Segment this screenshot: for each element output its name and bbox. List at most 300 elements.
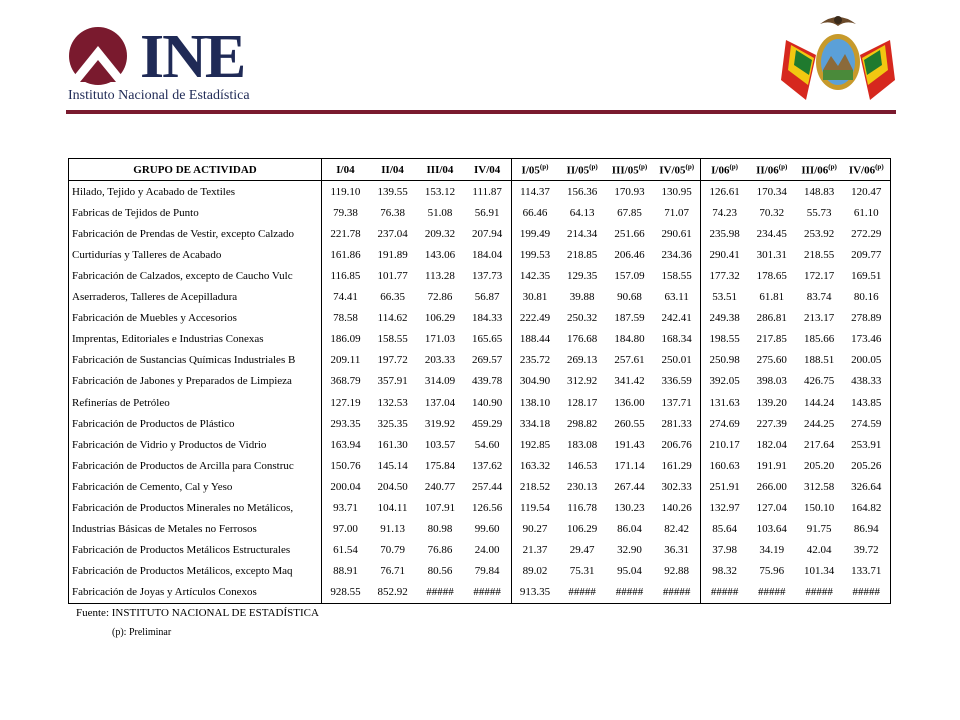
value-cell: 234.45: [756, 227, 787, 240]
value-cell: 98.32: [712, 565, 737, 578]
logo-text: INE: [140, 23, 245, 91]
value-cell: 91.13: [380, 523, 405, 536]
value-cell: 334.18: [519, 417, 551, 430]
value-cell: 928.55: [330, 586, 361, 599]
value-cell: 153.12: [424, 185, 456, 198]
value-cell: 51.08: [427, 206, 453, 219]
value-cell: 266.00: [756, 480, 787, 493]
value-cell: 312.92: [567, 375, 598, 388]
value-cell: 30.81: [522, 291, 548, 304]
value-cell: 852.92: [377, 586, 408, 599]
value-cell: 198.55: [709, 333, 740, 346]
value-cell: 116.85: [330, 270, 361, 283]
column-header-ii-05: II/05$^{(p)}$: [558, 159, 605, 181]
value-cell: 165.65: [464, 329, 511, 350]
value-cell: 76.38: [380, 206, 405, 219]
value-cell: 86.94: [853, 523, 879, 536]
value-cell: 164.82: [851, 502, 882, 515]
activity-name-cell: Fabricación de Productos Metálicos, excepto Maq: [69, 561, 322, 582]
column-header-activity: GRUPO DE ACTIVIDAD: [69, 159, 322, 181]
data-table: [68, 158, 891, 604]
value-cell: 267.44: [614, 480, 645, 493]
value-cell: 200.04: [330, 480, 361, 493]
value-cell: 298.82: [567, 417, 598, 430]
value-cell: 199.49: [519, 227, 551, 240]
ine-logo-icon: [68, 24, 140, 90]
activity-name-cell: Fabricas de Tejidos de Punto: [69, 202, 322, 223]
value-cell: 314.09: [424, 375, 456, 388]
column-header-iii-04: III/04: [416, 159, 463, 181]
value-cell: #####: [615, 586, 644, 599]
value-cell: 78.58: [333, 312, 358, 325]
value-cell: 139.20: [756, 396, 787, 409]
value-cell: 67.85: [617, 206, 642, 219]
value-cell: 80.98: [427, 523, 453, 536]
value-cell: 325.35: [377, 417, 408, 430]
value-cell: 184.80: [614, 333, 645, 346]
value-cell: 217.64: [803, 438, 835, 451]
value-cell: 39.88: [569, 291, 595, 304]
value-cell: 218.52: [519, 480, 551, 493]
value-cell: 205.20: [803, 459, 835, 472]
table-row: [69, 329, 891, 350]
value-cell: 235.98: [709, 227, 740, 240]
column-header-iv-06: IV/06$^{(p)}$: [843, 159, 890, 181]
value-cell: 92.88: [653, 561, 700, 582]
value-cell: 99.60: [464, 519, 511, 540]
table-row: [69, 561, 891, 582]
value-cell: 72.86: [427, 291, 453, 304]
value-cell: 234.36: [653, 244, 700, 265]
activity-name-cell: Refinerías de Petróleo: [69, 392, 322, 413]
source-note: Fuente: INSTITUTO NACIONAL DE ESTADÍSTICA: [76, 607, 319, 619]
activity-name-cell: Fabricación de Productos Minerales no Metálicos,: [69, 498, 322, 519]
table-row: [69, 455, 891, 476]
value-cell: 128.17: [567, 396, 598, 409]
value-cell: 204.50: [377, 480, 408, 493]
value-cell: 21.37: [522, 544, 548, 557]
value-cell: #####: [852, 586, 880, 599]
value-cell: 61.10: [853, 206, 879, 219]
value-cell: 218.85: [567, 248, 598, 261]
value-cell: 163.94: [330, 438, 361, 451]
value-cell: 137.04: [424, 396, 456, 409]
table-row: [69, 498, 891, 519]
value-cell: 97.00: [333, 523, 358, 536]
value-cell: 242.41: [653, 308, 700, 329]
value-cell: 206.76: [653, 434, 700, 455]
value-cell: 95.04: [617, 565, 642, 578]
value-cell: 188.44: [519, 333, 551, 346]
value-cell: 127.04: [756, 502, 787, 515]
value-cell: 106.29: [567, 523, 598, 536]
preliminary-note: (p): Preliminar: [112, 627, 172, 638]
value-cell: 101.34: [803, 565, 835, 578]
value-cell: 187.59: [614, 312, 645, 325]
value-cell: 132.97: [709, 502, 740, 515]
table-row: [69, 308, 891, 329]
value-cell: 76.71: [380, 565, 405, 578]
value-cell: 319.92: [424, 417, 456, 430]
table-row: [69, 287, 891, 308]
value-cell: 269.13: [567, 354, 598, 367]
value-cell: 138.10: [519, 396, 551, 409]
value-cell: 71.07: [653, 202, 700, 223]
value-cell: #####: [568, 586, 596, 599]
value-cell: 107.91: [424, 502, 456, 515]
value-cell: 213.17: [803, 312, 835, 325]
value-cell: 129.35: [567, 270, 598, 283]
value-cell: 85.64: [712, 523, 737, 536]
value-cell: 140.90: [464, 392, 511, 413]
value-cell: 83.74: [806, 291, 832, 304]
value-cell: 326.64: [851, 480, 882, 493]
value-cell: 93.71: [333, 502, 358, 515]
value-cell: 34.19: [759, 544, 785, 557]
value-cell: 75.96: [759, 565, 785, 578]
table-row: [69, 223, 891, 244]
value-cell: 113.28: [425, 270, 455, 283]
value-cell: 70.32: [759, 206, 785, 219]
value-cell: 175.84: [424, 459, 456, 472]
activity-name-cell: Imprentas, Editoriales e Industrias Conexas: [69, 329, 322, 350]
value-cell: 398.03: [756, 375, 787, 388]
value-cell: 156.36: [567, 185, 598, 198]
value-cell: #####: [464, 582, 511, 604]
value-cell: 163.32: [519, 459, 551, 472]
value-cell: 173.46: [851, 333, 882, 346]
activity-name-cell: Fabricación de Productos de Plástico: [69, 413, 322, 434]
value-cell: 293.35: [330, 417, 361, 430]
activity-name-cell: Curtidurías y Talleres de Acabado: [69, 244, 322, 265]
value-cell: 253.92: [803, 227, 835, 240]
value-cell: 103.57: [424, 438, 456, 451]
value-cell: #####: [710, 586, 739, 599]
value-cell: 209.11: [330, 354, 361, 367]
value-cell: 186.09: [330, 333, 361, 346]
value-cell: 157.09: [614, 270, 645, 283]
value-cell: 221.78: [330, 227, 361, 240]
value-cell: 188.51: [803, 354, 835, 367]
value-cell: 199.53: [519, 248, 551, 261]
value-cell: 143.85: [851, 396, 882, 409]
value-cell: 281.33: [653, 413, 700, 434]
value-cell: 150.10: [803, 502, 835, 515]
column-header-iv-04: IV/04: [464, 159, 511, 181]
value-cell: 217.85: [756, 333, 787, 346]
value-cell: 106.29: [424, 312, 456, 325]
activity-name-cell: Fabricación de Prendas de Vestir, excepto Calzado: [69, 223, 322, 244]
value-cell: 312.58: [803, 480, 835, 493]
value-cell: 39.72: [853, 544, 879, 557]
value-cell: 240.77: [424, 480, 456, 493]
column-header-ii-04: II/04: [369, 159, 416, 181]
activity-name-cell: Industrias Básicas de Metales no Ferrosos: [69, 519, 322, 540]
value-cell: 127.19: [330, 396, 361, 409]
value-cell: 88.91: [333, 565, 358, 578]
value-cell: 191.89: [377, 248, 408, 261]
header-rule: [66, 110, 896, 114]
value-cell: 301.31: [756, 248, 787, 261]
value-cell: 137.71: [653, 392, 700, 413]
value-cell: 302.33: [653, 476, 700, 497]
activity-name-cell: Hilado, Tejido y Acabado de Textiles: [69, 181, 322, 203]
table-row: [69, 181, 891, 203]
value-cell: 61.54: [333, 544, 358, 557]
column-header-ii-06: II/06$^{(p)}$: [748, 159, 795, 181]
value-cell: 142.35: [519, 270, 551, 283]
activity-name-cell: Fabricación de Productos Metálicos Estructurales: [69, 540, 322, 561]
value-cell: 913.35: [519, 586, 551, 599]
value-cell: 80.16: [853, 291, 879, 304]
column-header-iii-06: III/06$^{(p)}$: [795, 159, 842, 181]
value-cell: 250.32: [567, 312, 598, 325]
value-cell: 274.69: [709, 417, 740, 430]
value-cell: 133.71: [851, 565, 882, 578]
value-cell: 200.05: [851, 354, 882, 367]
value-cell: 32.90: [617, 544, 642, 557]
value-cell: 168.34: [653, 329, 700, 350]
value-cell: 185.66: [803, 333, 835, 346]
value-cell: 150.76: [330, 459, 361, 472]
value-cell: 209.77: [851, 248, 882, 261]
value-cell: 183.08: [567, 438, 598, 451]
activity-name-cell: Fabricación de Jabones y Preparados de Limpieza: [69, 371, 322, 392]
value-cell: 119.54: [520, 502, 550, 515]
table-row: [69, 413, 891, 434]
value-cell: 222.49: [519, 312, 551, 325]
value-cell: 104.11: [377, 502, 408, 515]
value-cell: 170.34: [756, 185, 787, 198]
value-cell: #####: [426, 586, 454, 599]
value-cell: 257.61: [614, 354, 645, 367]
value-cell: 172.17: [803, 270, 835, 283]
value-cell: 144.24: [803, 396, 835, 409]
value-cell: 392.05: [709, 375, 740, 388]
value-cell: 130.23: [614, 502, 645, 515]
value-cell: 206.46: [614, 248, 645, 261]
value-cell: 158.55: [653, 265, 700, 286]
value-cell: 184.33: [464, 308, 511, 329]
value-cell: 290.61: [653, 223, 700, 244]
value-cell: 90.27: [522, 523, 548, 536]
column-header-iv-05: IV/05$^{(p)}$: [653, 159, 700, 181]
value-cell: 227.39: [756, 417, 787, 430]
coat-of-arms-icon: [776, 10, 900, 110]
value-cell: 136.00: [614, 396, 645, 409]
value-cell: 269.57: [464, 350, 511, 371]
value-cell: 304.90: [519, 375, 551, 388]
value-cell: 140.26: [653, 498, 700, 519]
table-row: [69, 265, 891, 286]
value-cell: 42.04: [806, 544, 832, 557]
value-cell: 176.68: [567, 333, 598, 346]
value-cell: 203.33: [424, 354, 456, 367]
value-cell: 192.85: [519, 438, 551, 451]
value-cell: 286.81: [756, 312, 787, 325]
activity-name-cell: Fabricación de Joyas y Artículos Conexos: [69, 582, 322, 604]
value-cell: 37.98: [712, 544, 737, 557]
value-cell: 61.81: [759, 291, 785, 304]
value-cell: 439.78: [464, 371, 511, 392]
value-cell: 171.03: [424, 333, 456, 346]
value-cell: 90.68: [617, 291, 642, 304]
ine-logo: [68, 24, 258, 108]
value-cell: 66.35: [380, 291, 405, 304]
value-cell: 70.79: [380, 544, 405, 557]
value-cell: 63.11: [653, 287, 700, 308]
value-cell: 426.75: [803, 375, 835, 388]
value-cell: 131.63: [709, 396, 740, 409]
column-header-i-04: I/04: [322, 159, 369, 181]
value-cell: 237.04: [377, 227, 408, 240]
value-cell: 249.38: [709, 312, 740, 325]
table-row: [69, 519, 891, 540]
value-cell: 55.73: [806, 206, 832, 219]
value-cell: 130.95: [653, 181, 700, 203]
value-cell: #####: [653, 582, 700, 604]
value-cell: 275.60: [756, 354, 787, 367]
value-cell: 126.56: [464, 498, 511, 519]
value-cell: 126.61: [709, 185, 740, 198]
value-cell: 341.42: [614, 375, 645, 388]
value-cell: 184.04: [464, 244, 511, 265]
table-body: [69, 181, 891, 604]
value-cell: 75.31: [569, 565, 595, 578]
activity-name-cell: Aserraderos, Talleres de Acepilladura: [69, 287, 322, 308]
value-cell: 207.94: [464, 223, 511, 244]
industry-index-table: [68, 158, 890, 604]
value-cell: 171.14: [614, 459, 645, 472]
value-cell: 235.72: [519, 354, 551, 367]
value-cell: 244.25: [803, 417, 835, 430]
value-cell: 178.65: [756, 270, 787, 283]
value-cell: 260.55: [614, 417, 645, 430]
value-cell: 74.41: [333, 291, 358, 304]
value-cell: 137.73: [464, 265, 511, 286]
table-row: [69, 371, 891, 392]
value-cell: 160.63: [709, 459, 740, 472]
table-row: [69, 476, 891, 497]
value-cell: 146.53: [567, 459, 598, 472]
value-cell: 145.14: [377, 459, 408, 472]
logo-subtitle: Instituto Nacional de Estadística: [68, 88, 250, 103]
value-cell: 191.91: [756, 459, 787, 472]
table-row: [69, 202, 891, 223]
value-cell: 66.46: [522, 206, 548, 219]
value-cell: 251.91: [709, 480, 740, 493]
value-cell: #####: [805, 586, 833, 599]
table-row: [69, 540, 891, 561]
value-cell: 257.44: [464, 476, 511, 497]
value-cell: 274.59: [851, 417, 882, 430]
value-cell: 336.59: [653, 371, 700, 392]
value-cell: 120.47: [851, 185, 882, 198]
activity-name-cell: Fabricación de Muebles y Accesorios: [69, 308, 322, 329]
value-cell: 148.83: [803, 185, 835, 198]
value-cell: 209.32: [424, 227, 456, 240]
value-cell: 278.89: [851, 312, 882, 325]
value-cell: 139.55: [377, 185, 408, 198]
column-header-i-06: I/06$^{(p)}$: [701, 159, 748, 181]
value-cell: 177.32: [709, 270, 740, 283]
value-cell: 86.04: [617, 523, 642, 536]
value-cell: 161.30: [377, 438, 408, 451]
value-cell: 132.53: [377, 396, 408, 409]
table-row: [69, 434, 891, 455]
value-cell: 56.91: [464, 202, 511, 223]
value-cell: 76.86: [427, 544, 453, 557]
value-cell: 161.29: [653, 455, 700, 476]
value-cell: 250.98: [709, 354, 740, 367]
value-cell: 230.13: [567, 480, 598, 493]
value-cell: 74.23: [712, 206, 737, 219]
value-cell: 53.51: [712, 291, 737, 304]
value-cell: 253.91: [851, 438, 882, 451]
value-cell: 119.10: [330, 185, 361, 198]
value-cell: 101.77: [377, 270, 408, 283]
value-cell: 64.13: [569, 206, 595, 219]
value-cell: #####: [757, 586, 786, 599]
value-cell: 214.34: [567, 227, 598, 240]
table-row: [69, 582, 891, 604]
table-row: [69, 350, 891, 371]
value-cell: 158.55: [377, 333, 408, 346]
activity-name-cell: Fabricación de Cemento, Cal y Yeso: [69, 476, 322, 497]
value-cell: 36.31: [653, 540, 700, 561]
value-cell: 137.62: [464, 455, 511, 476]
value-cell: 191.43: [614, 438, 645, 451]
value-cell: 169.51: [851, 270, 882, 283]
value-cell: 56.87: [464, 287, 511, 308]
column-header-iii-05: III/05$^{(p)}$: [606, 159, 653, 181]
activity-name-cell: Fabricación de Vidrio y Productos de Vidrio: [69, 434, 322, 455]
value-cell: 91.75: [806, 523, 832, 536]
value-cell: 170.93: [614, 185, 645, 198]
value-cell: 89.02: [522, 565, 548, 578]
value-cell: 250.01: [653, 350, 700, 371]
activity-name-cell: Fabricación de Calzados, excepto de Caucho Vulc: [69, 265, 322, 286]
value-cell: 197.72: [377, 354, 408, 367]
notes: [76, 606, 319, 646]
value-cell: 182.04: [756, 438, 787, 451]
activity-name-cell: Fabricación de Productos de Arcilla para Construc: [69, 455, 322, 476]
value-cell: 79.38: [333, 206, 358, 219]
value-cell: 161.86: [330, 248, 361, 261]
value-cell: 368.79: [330, 375, 361, 388]
value-cell: 54.60: [464, 434, 511, 455]
value-cell: 210.17: [709, 438, 740, 451]
value-cell: 205.26: [851, 459, 882, 472]
value-cell: 290.41: [709, 248, 740, 261]
value-cell: 82.42: [653, 519, 700, 540]
value-cell: 79.84: [464, 561, 511, 582]
table-row: [69, 392, 891, 413]
table-header-row: [69, 159, 891, 181]
value-cell: 438.33: [851, 375, 882, 388]
value-cell: 218.55: [803, 248, 835, 261]
value-cell: 357.91: [377, 375, 408, 388]
value-cell: 272.29: [851, 227, 882, 240]
value-cell: 143.06: [424, 248, 456, 261]
value-cell: 459.29: [464, 413, 511, 434]
activity-name-cell: Fabricación de Sustancias Químicas Industriales B: [69, 350, 322, 371]
value-cell: 251.66: [614, 227, 645, 240]
value-cell: 24.00: [464, 540, 511, 561]
table-row: [69, 244, 891, 265]
value-cell: 80.56: [427, 565, 453, 578]
value-cell: 29.47: [569, 544, 595, 557]
